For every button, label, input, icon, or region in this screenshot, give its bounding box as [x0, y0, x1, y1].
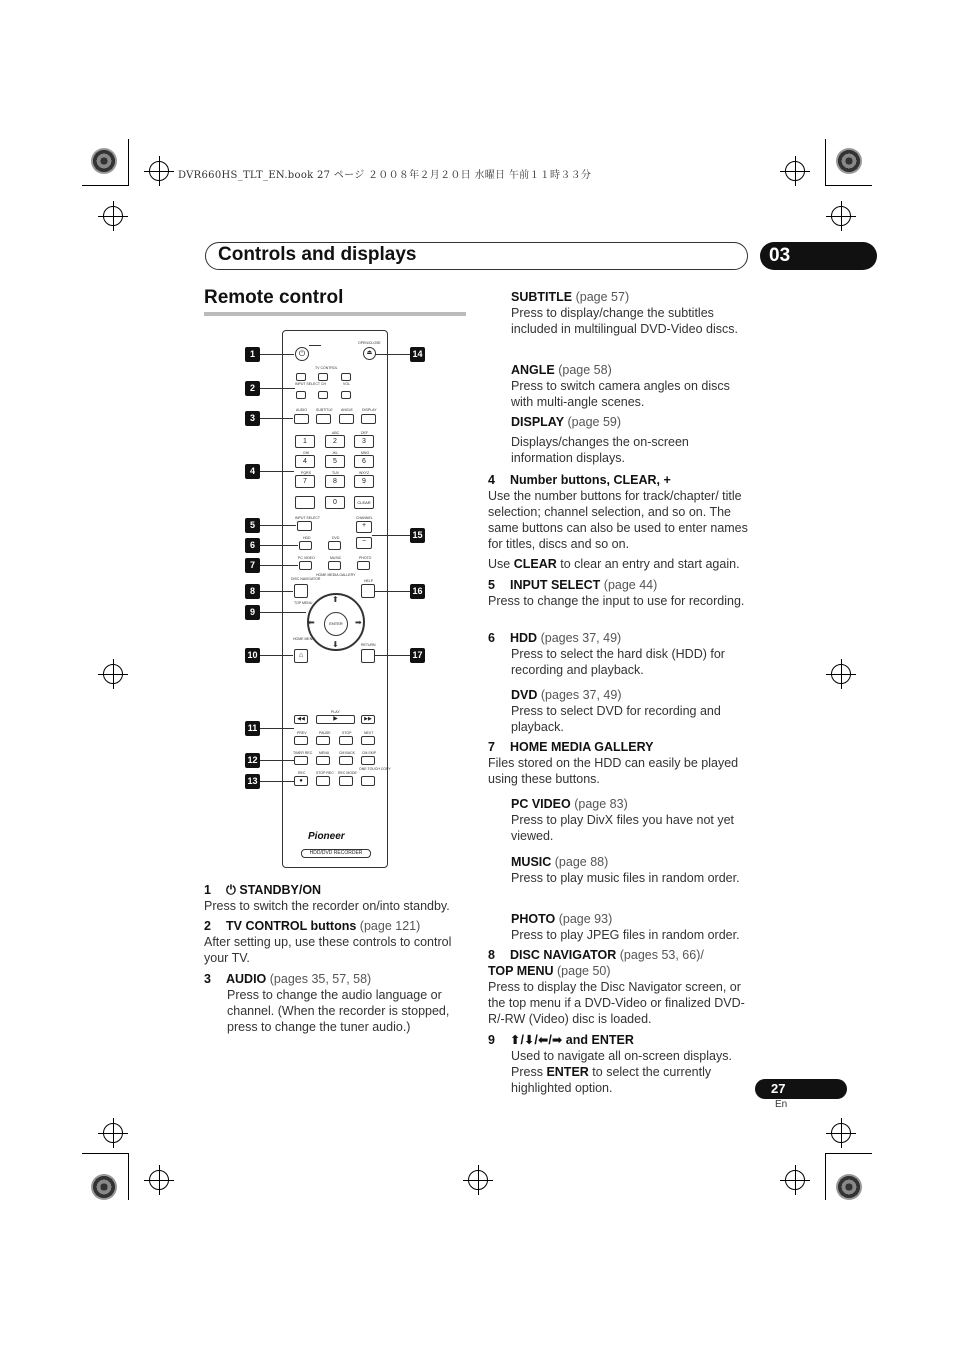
section-title: Controls and displays	[218, 244, 417, 265]
clear-button: CLEAR	[354, 496, 374, 509]
callout-14: 14	[410, 347, 425, 362]
angle-button	[339, 414, 354, 424]
callout-6: 6	[245, 538, 260, 553]
digit-2-button: 2	[325, 435, 345, 448]
music-button	[328, 561, 341, 570]
one-touch-copy-button	[361, 776, 375, 786]
audio-label: AUDIO	[296, 408, 308, 412]
menu-button	[316, 756, 330, 765]
digit-6-button: 6	[354, 455, 374, 468]
menu-label: MENU	[319, 751, 330, 755]
brand-logo: Pioneer	[308, 831, 345, 842]
rec-button: ●	[294, 776, 308, 786]
cm-back-label: CM BACK	[339, 751, 355, 755]
home-menu-label: HOME MENU	[293, 637, 315, 641]
dvd-label: DVD	[332, 536, 340, 540]
crosshair-mark-icon	[149, 161, 169, 181]
tv-vol-down-button	[341, 391, 351, 399]
tv-ch-down-button	[318, 391, 328, 399]
registration-mark-icon	[836, 148, 862, 174]
callout-13: 13	[245, 774, 260, 789]
callout-16: 16	[410, 584, 425, 599]
crosshair-mark-icon	[149, 1170, 169, 1190]
crosshair-mark-icon	[831, 206, 851, 226]
prev-label: PREV	[297, 731, 307, 735]
registration-mark-icon	[91, 148, 117, 174]
item-9: 9 ⬆/⬇/⬅/➡ and ENTER Used to navigate all on-screen displays. Press ENTER to select the currently highlighted option.	[488, 1033, 732, 1095]
rewind-button: ◀◀	[294, 715, 308, 724]
dvd-button	[328, 541, 341, 550]
digit-3-button: 3	[354, 435, 374, 448]
callout-10: 10	[245, 648, 260, 663]
callout-9: 9	[245, 605, 260, 620]
photo-label: PHOTO	[359, 556, 372, 560]
open-close-label: OPEN/CLOSE	[358, 341, 381, 345]
rec-mode-button	[339, 776, 353, 786]
cm-skip-label: CM SKIP	[362, 751, 377, 755]
help-button	[361, 584, 375, 598]
display-button	[361, 414, 376, 424]
tv-vol-up-button	[341, 373, 351, 381]
callout-3: 3	[245, 411, 260, 426]
top-menu-label: TOP MENU	[294, 601, 313, 605]
play-button: ▶	[316, 715, 355, 724]
tv-standby-button	[296, 373, 306, 381]
disc-navigator-label: DISC NAVIGATOR	[291, 577, 321, 581]
crosshair-mark-icon	[785, 1170, 805, 1190]
key-label-abc: ABC	[332, 431, 340, 435]
stop-button	[339, 736, 353, 745]
cm-back-button	[339, 756, 353, 765]
enter-button: ENTER	[324, 612, 348, 636]
key-label-tuv: TUV	[332, 471, 339, 475]
key-label-wxyz: WXYZ	[359, 471, 370, 475]
digit-4-button: 4	[295, 455, 315, 468]
digit-5-button: 5	[325, 455, 345, 468]
down-arrow-icon: ⬇	[332, 640, 339, 649]
digit-0-button: 0	[325, 496, 345, 509]
audio-button	[294, 414, 309, 424]
item-7: 7 HOME MEDIA GALLERY Files stored on the HDD can easily be played using these buttons.	[488, 740, 739, 786]
registration-mark-icon	[836, 1174, 862, 1200]
channel-label: CHANNEL	[356, 516, 373, 520]
digit-8-button: 8	[325, 475, 345, 488]
pc-video-entry: PC VIDEO (page 83) Press to play DivX files you have not yet viewed.	[511, 797, 735, 843]
key-label-jkl: JKL	[332, 451, 339, 455]
stop-rec-button	[316, 776, 330, 786]
callout-12: 12	[245, 753, 260, 768]
ch-label: CH	[321, 382, 327, 386]
next-label: NEXT	[364, 731, 374, 735]
chapter-number: 03	[760, 242, 877, 270]
left-arrow-icon: ⬅	[308, 618, 315, 627]
play-label: PLAY	[331, 710, 340, 714]
digit-1-button: 1	[295, 435, 315, 448]
vol-label: VOL	[343, 382, 351, 386]
page-language: En	[775, 1099, 788, 1110]
music-label: MUSIC	[330, 556, 342, 560]
stop-rec-label: STOP REC	[316, 771, 334, 775]
display-entry: DISPLAY (page 59) Displays/changes the on-screen information displays.	[511, 415, 689, 465]
pause-button	[316, 736, 330, 745]
music-entry: MUSIC (page 88) Press to play music files in random order.	[511, 855, 740, 885]
up-arrow-icon: ⬆	[332, 595, 339, 604]
item-2: 2 TV CONTROL buttons (page 121) After setting up, use these controls to control your TV.	[204, 919, 452, 965]
tv-ch-up-button	[318, 373, 328, 381]
crosshair-mark-icon	[468, 1170, 488, 1190]
crosshair-mark-icon	[831, 1123, 851, 1143]
item-3: 3 AUDIO (pages 35, 57, 58) Press to change the audio language or channel. (When the recorder is stopped, press to change the tuner audio.)	[204, 972, 450, 1034]
registration-mark-icon	[91, 1174, 117, 1200]
heading-rule	[204, 312, 466, 316]
hdd-button	[299, 541, 312, 550]
pc-video-label: PC VIDEO	[298, 556, 315, 560]
open-close-button: ⏏	[363, 347, 376, 360]
callout-1: 1	[245, 347, 260, 362]
key-label-def: DEF	[361, 431, 368, 435]
crosshair-mark-icon	[103, 1123, 123, 1143]
hdd-label: HDD	[303, 536, 311, 540]
rec-mode-label: REC MODE	[338, 771, 357, 775]
input-select-label: INPUT SELECT	[295, 516, 321, 520]
pc-video-button	[299, 561, 312, 570]
prev-button	[294, 736, 308, 745]
remote-control-illustration	[282, 330, 391, 868]
timer-rec-label: TIMER REC	[293, 751, 313, 755]
pause-label: PAUSE	[319, 731, 331, 735]
key-label-pqrs: PQRS	[301, 471, 311, 475]
return-label: RETURN	[361, 643, 376, 647]
disc-navigator-button	[294, 584, 308, 598]
photo-entry: PHOTO (page 93) Press to play JPEG files in random order.	[511, 912, 740, 942]
home-menu-button: ⌂	[294, 649, 308, 663]
timer-rec-button	[294, 756, 308, 765]
item-5: 5 INPUT SELECT (page 44) Press to change the input to use for recording.	[488, 578, 745, 608]
digit-9-button: 9	[354, 475, 374, 488]
channel-down-button: −	[356, 537, 372, 549]
crosshair-mark-icon	[831, 664, 851, 684]
key-label-mno: MNO	[361, 451, 370, 455]
display-label: DISPLAY	[362, 408, 377, 412]
dvd-entry: DVD (pages 37, 49) Press to select DVD for recording and playback.	[511, 688, 721, 734]
page-number: 27	[755, 1079, 847, 1099]
callout-17: 17	[410, 648, 425, 663]
callout-2: 2	[245, 381, 260, 396]
callout-15: 15	[410, 528, 425, 543]
fast-forward-button: ▶▶	[361, 715, 375, 724]
rec-label: REC	[298, 771, 306, 775]
standby-icon: ⏻	[226, 883, 240, 897]
subtitle-entry: SUBTITLE (page 57) Press to display/change the subtitles included in multilingual DVD-Video discs.	[511, 290, 738, 336]
return-button	[361, 649, 375, 663]
item-1: 1 ⏻ STANDBY/ON Press to switch the recorder on/into standby.	[204, 883, 450, 913]
subtitle-label: SUBTITLE	[316, 408, 333, 412]
item-6: 6 HDD (pages 37, 49) Press to select the hard disk (HDD) for recording and playback.	[488, 631, 725, 677]
subtitle-button	[316, 414, 331, 424]
plus-button	[295, 496, 315, 509]
crosshair-mark-icon	[103, 206, 123, 226]
stop-label: STOP	[342, 731, 352, 735]
angle-label: ANGLE	[341, 408, 353, 412]
channel-up-button: +	[356, 521, 372, 533]
one-touch-copy-label: ONE TOUCH COPY	[359, 767, 391, 771]
page-heading: Remote control	[204, 287, 344, 308]
help-label: HELP	[364, 579, 374, 583]
callout-5: 5	[245, 518, 260, 533]
model-label: HDD/DVD RECORDER	[301, 849, 371, 858]
next-button	[361, 736, 375, 745]
home-media-gallery-label: HOME MEDIA GALLERY	[316, 573, 356, 577]
key-label-ghi: GHI	[303, 451, 310, 455]
input-select-button	[297, 521, 312, 531]
callout-8: 8	[245, 584, 260, 599]
photo-button	[357, 561, 370, 570]
item-4: 4 Number buttons, CLEAR, + Use the number buttons for track/chapter/ title selection; channel selection, and so on. The same buttons can also be used to enter names for titles, discs and so on. Use CLEAR to clear an entry and start again.	[488, 473, 748, 571]
tv-input-button	[296, 391, 306, 399]
crosshair-mark-icon	[103, 664, 123, 684]
tv-control-label: TV CONTROL	[315, 366, 338, 370]
callout-7: 7	[245, 558, 260, 573]
standby-button: ⏻	[295, 347, 309, 361]
cm-skip-button	[361, 756, 375, 765]
callout-4: 4	[245, 464, 260, 479]
right-arrow-icon: ➡	[355, 618, 362, 627]
item-8: 8 DISC NAVIGATOR (pages 53, 66)/ TOP MENU (page 50) Press to display the Disc Navigator screen, or the top menu if a DVD-Video or finalized DVD-R/-RW (Video) disc is loaded.	[488, 948, 745, 1026]
callout-11: 11	[245, 721, 260, 736]
crosshair-mark-icon	[785, 161, 805, 181]
digit-7-button: 7	[295, 475, 315, 488]
file-info-header: DVR660HS_TLT_EN.book 27 ページ ２００８年２月２０日 水曜日 午前１１時３３分	[178, 170, 592, 181]
tv-input-label: INPUT SELECT	[295, 382, 321, 386]
angle-entry: ANGLE (page 58) Press to switch camera angles on discs with multi-angle scenes.	[511, 363, 730, 409]
